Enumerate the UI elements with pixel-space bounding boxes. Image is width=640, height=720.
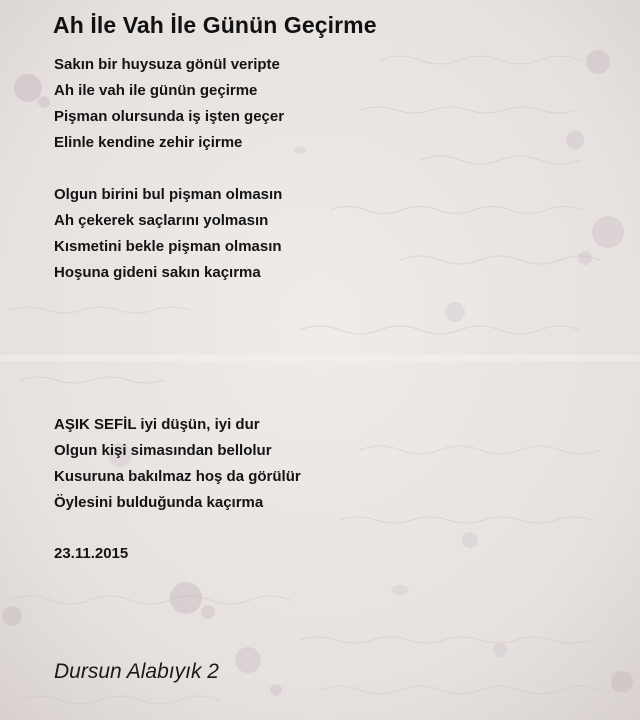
poem-line: Pişman olursunda iş işten geçer — [54, 108, 285, 125]
poem-line: Kusuruna bakılmaz hoş da görülür — [54, 468, 301, 485]
poem-title: Ah İle Vah İle Günün Geçirme — [53, 12, 377, 38]
poem-line: Olgun kişi simasından bellolur — [54, 442, 272, 459]
poem-line: Olgun birini bul pişman olmasın — [54, 186, 283, 203]
poem-stanza-2 — [54, 182, 282, 286]
poem-line: Sakın bir huysuza gönül veripte — [54, 56, 280, 73]
poem-line: Öylesini bulduğunda kaçırma — [54, 494, 264, 511]
poem-line: Ah ile vah ile günün geçirme — [54, 82, 258, 99]
poem-stanza-1 — [54, 52, 284, 156]
poem-line: Elinle kendine zehir içirme — [54, 134, 243, 151]
poem-stanza-3 — [54, 412, 301, 516]
poem-line: Hoşuna gideni sakın kaçırma — [54, 264, 261, 281]
poem-line: AŞIK SEFİL iyi düşün, iyi dur — [54, 416, 260, 433]
poem-line: Ah çekerek saçlarını yolmasın — [54, 212, 269, 229]
poem-line: Kısmetini bekle pişman olmasın — [54, 238, 282, 255]
poem-date: 23.11.2015 — [54, 545, 129, 562]
poem-author: Dursun Alabıyık 2 — [54, 660, 219, 683]
